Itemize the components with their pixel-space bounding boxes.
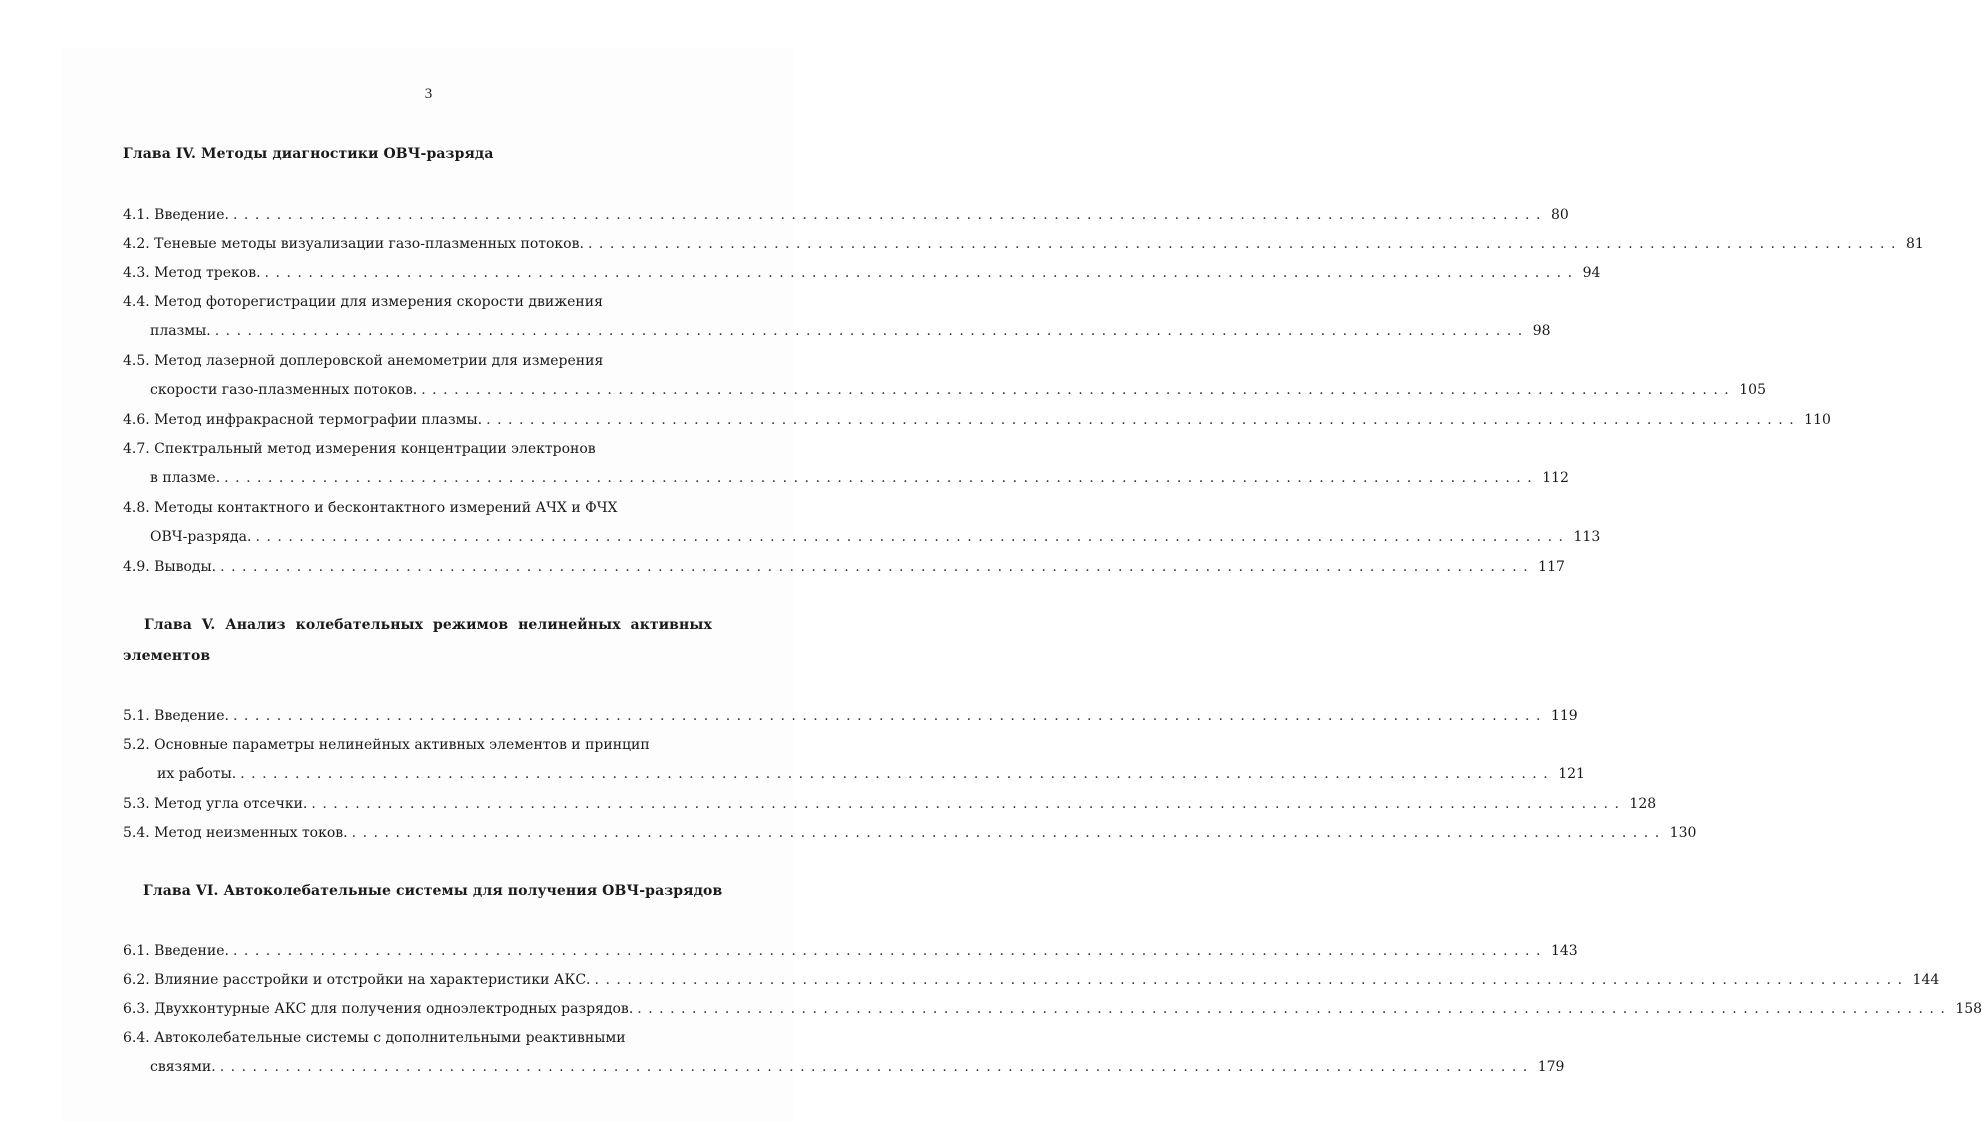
entry-page: 117	[1538, 559, 1565, 575]
leader-dots: ........................................................................................................................	[351, 825, 1666, 841]
entry-title: 4.2. Теневые методы визуализации газо-плазменных потоков.	[123, 236, 584, 252]
heading-word: колебательных	[295, 617, 424, 633]
entry-title: 6.1. Введение.	[123, 943, 229, 959]
entry-title: 5.1. Введение.	[123, 708, 229, 724]
entry-title: 5.2. Основные параметры нелинейных активных элементов и принцип	[123, 737, 650, 753]
heading-word: режимов	[433, 617, 509, 633]
entry-title: 4.7. Спектральный метод измерения концентрации электронов	[123, 441, 596, 457]
leader-dots: ........................................................................................................................	[637, 1001, 1952, 1017]
page-number: 3	[424, 86, 433, 102]
toc-entry[interactable]	[123, 941, 1578, 961]
leader-dots: ........................................................................................................................	[255, 529, 1570, 545]
toc-entry[interactable]	[123, 498, 1601, 545]
entry-title-cont: скорости газо-плазменных потоков.	[150, 382, 418, 398]
entry-title: 4.8. Методы контактного и бесконтактного измерений АЧХ и ФЧХ	[123, 500, 618, 516]
toc-entry[interactable]	[123, 823, 1697, 843]
leader-dots: ........................................................................................................................	[594, 972, 1909, 988]
entry-title: 4.1. Введение.	[123, 207, 229, 223]
entry-title: 6.4. Автоколебательные системы с дополнительными реактивными	[123, 1030, 626, 1046]
entry-page: 94	[1582, 265, 1601, 281]
entry-page: 130	[1669, 825, 1697, 841]
chapter-heading-4: Глава IV. Методы диагностики ОВЧ-разряда	[123, 146, 494, 162]
entry-title: 4.4. Метод фоторегистрации для измерения скорости движения	[123, 294, 603, 310]
entry-title: 6.2. Влияние расстройки и отстройки на характеристики АКС.	[123, 972, 591, 988]
entry-page: 80	[1550, 207, 1569, 223]
leader-dots: ........................................................................................................................	[224, 470, 1539, 486]
toc-entry[interactable]	[123, 234, 1924, 254]
entry-page: 105	[1739, 382, 1766, 398]
entry-title: 6.3. Двухконтурные АКС для получения одноэлектродных разрядов.	[123, 1001, 634, 1017]
toc-entry[interactable]	[123, 351, 1766, 398]
chapter-heading-6: Глава VI. Автоколебательные системы для получения ОВЧ-разрядов	[143, 883, 723, 899]
leader-dots: ........................................................................................................................	[421, 382, 1736, 398]
leader-dots: ........................................................................................................................	[214, 323, 1529, 339]
toc-entry[interactable]	[123, 970, 1940, 990]
entry-title-cont: в плазме.	[150, 470, 221, 486]
entry-page: 110	[1804, 412, 1831, 428]
toc-entry[interactable]	[123, 410, 1831, 430]
chapter-heading-5	[144, 617, 712, 633]
leader-dots: ........................................................................................................................	[311, 796, 1626, 812]
entry-page: 158	[1955, 1001, 1982, 1017]
toc-entry[interactable]	[123, 292, 1551, 339]
heading-word: V.	[201, 617, 216, 633]
entry-page: 98	[1532, 323, 1551, 339]
toc-entry[interactable]	[123, 735, 1585, 782]
entry-page: 113	[1573, 529, 1601, 545]
leader-dots: ........................................................................................................................	[232, 708, 1547, 724]
entry-title: 4.6. Метод инфракрасной термографии плазмы.	[123, 412, 483, 428]
leader-dots: ........................................................................................................................	[219, 1059, 1534, 1075]
entry-title: 5.4. Метод неизменных токов.	[123, 825, 348, 841]
toc-entry[interactable]	[123, 794, 1657, 814]
leader-dots: ........................................................................................................................	[232, 943, 1547, 959]
toc-entry[interactable]	[123, 1028, 1565, 1075]
heading-word: Глава	[144, 617, 192, 633]
entry-title: 4.5. Метод лазерной доплеровской анемометрии для измерения	[123, 353, 604, 369]
entry-page: 179	[1537, 1059, 1565, 1075]
entry-page: 112	[1542, 470, 1569, 486]
leader-dots: ........................................................................................................................	[587, 236, 1902, 252]
toc-entry[interactable]	[123, 706, 1578, 726]
toc-entry[interactable]	[123, 205, 1569, 225]
leader-dots: ........................................................................................................................	[232, 207, 1547, 223]
toc-entry[interactable]	[123, 263, 1601, 283]
toc-entry[interactable]	[123, 439, 1569, 486]
entry-title-cont: их работы.	[157, 766, 237, 782]
entry-page: 121	[1558, 766, 1585, 782]
entry-title: 5.3. Метод угла отсечки.	[123, 796, 308, 812]
entry-title-cont: плазмы.	[150, 323, 211, 339]
heading-word: активных	[630, 617, 712, 633]
entry-title-cont: связями.	[150, 1059, 216, 1075]
entry-page: 143	[1550, 943, 1578, 959]
entry-title-cont: ОВЧ-разряда.	[150, 529, 252, 545]
entry-page: 144	[1912, 972, 1940, 988]
toc-entry[interactable]	[123, 557, 1565, 577]
heading-word: Анализ	[225, 617, 286, 633]
entry-page: 81	[1905, 236, 1924, 252]
toc-entry[interactable]	[123, 999, 1982, 1019]
entry-page: 128	[1629, 796, 1657, 812]
leader-dots: ........................................................................................................................	[220, 559, 1535, 575]
entry-title: 4.9. Выводы.	[123, 559, 217, 575]
chapter-heading-5-cont: элементов	[123, 648, 211, 664]
leader-dots: ........................................................................................................................	[240, 766, 1555, 782]
entry-title: 4.3. Метод треков.	[123, 265, 261, 281]
entry-page: 119	[1550, 708, 1578, 724]
leader-dots: ........................................................................................................................	[264, 265, 1579, 281]
leader-dots: ........................................................................................................................	[486, 412, 1801, 428]
heading-word: нелинейных	[518, 617, 621, 633]
